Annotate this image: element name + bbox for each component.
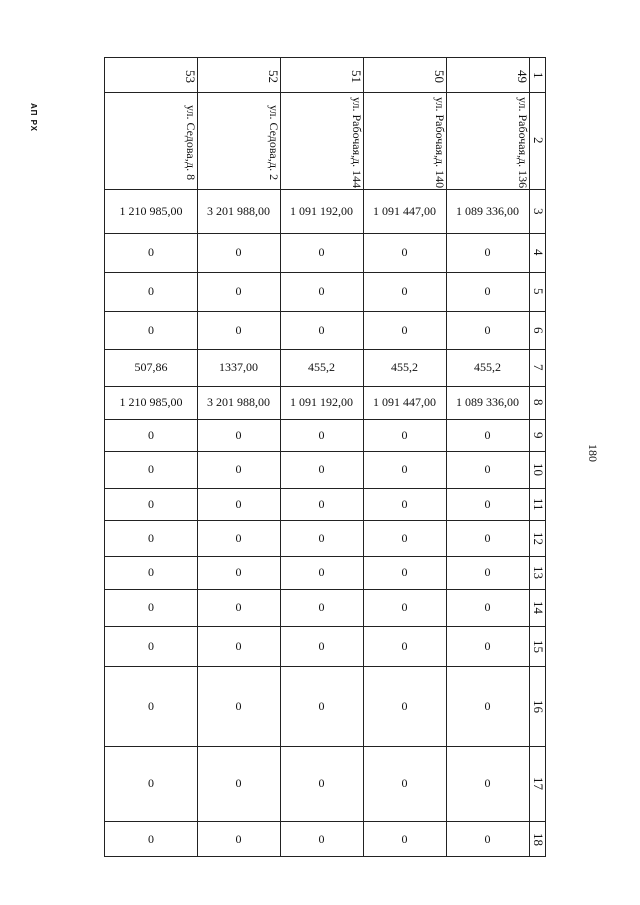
table-cell: 0 (401, 245, 408, 260)
table-cell: 1 210 985,00 (119, 395, 183, 410)
table-cell: 0 (235, 245, 242, 260)
table-cell: 0 (318, 530, 325, 545)
table-cell: 0 (318, 284, 325, 299)
table-cell: 0 (235, 322, 242, 337)
table-cell: 0 (484, 245, 491, 260)
table-cell: 0 (318, 462, 325, 477)
column-number: 1 (530, 71, 546, 79)
record-number: 50 (432, 69, 447, 83)
column-number: 5 (530, 288, 546, 295)
record-number: 49 (515, 69, 530, 83)
table-cell: 0 (401, 638, 408, 653)
table-cell: 0 (484, 832, 491, 847)
table-cell: 0 (148, 427, 154, 442)
table-cell: 0 (318, 698, 325, 713)
table-cell: 0 (235, 427, 242, 442)
table-cell: 0 (235, 496, 242, 511)
table-cell: 0 (318, 776, 325, 791)
record-address (197, 92, 280, 189)
record-address (446, 92, 529, 189)
table-cell: 0 (484, 462, 491, 477)
table-cell: 0 (401, 776, 408, 791)
column-number: 18 (530, 833, 546, 846)
table-cell: 1 089 336,00 (456, 395, 519, 410)
table-cell: 455,2 (474, 360, 501, 375)
table-cell: 0 (148, 565, 154, 580)
table-cell: 455,2 (308, 360, 335, 375)
table-cell: 0 (235, 776, 242, 791)
address-line: д. 140 (433, 158, 447, 189)
table-cell: 0 (484, 496, 491, 511)
column-number: 17 (530, 777, 546, 790)
table-cell: 0 (401, 698, 408, 713)
column-number: 11 (530, 497, 546, 511)
table-cell: 0 (318, 600, 325, 615)
table-cell: 0 (318, 496, 325, 511)
table-cell: 0 (235, 284, 242, 299)
record-address (280, 92, 363, 189)
archive-stamp: АП РХ (29, 103, 38, 133)
table-cell: 0 (484, 776, 491, 791)
table-cell: 0 (318, 638, 325, 653)
column-number: 16 (530, 699, 546, 713)
table-cell: 0 (484, 322, 491, 337)
table-cell: 0 (318, 322, 325, 337)
table-cell: 1 089 336,00 (456, 203, 519, 218)
table-cell: 3 201 988,00 (207, 395, 270, 410)
table-cell: 0 (235, 530, 242, 545)
table-cell: 0 (484, 638, 491, 653)
table-cell: 0 (318, 427, 325, 442)
table-cell: 0 (148, 496, 154, 511)
column-number: 7 (530, 364, 546, 371)
address-line: д. 136 (516, 158, 530, 189)
table-cell: 507,86 (134, 360, 168, 375)
table-cell: 0 (148, 322, 154, 337)
table-cell: 0 (148, 638, 154, 653)
record-address (105, 92, 197, 189)
table-cell: 0 (401, 496, 408, 511)
table-cell: 0 (401, 284, 408, 299)
table-cell: 0 (318, 565, 325, 580)
table-cell: 0 (148, 245, 154, 260)
table-cell: 0 (235, 832, 242, 847)
table-cell: 0 (401, 427, 408, 442)
table-cell: 0 (401, 462, 408, 477)
table-cell: 0 (235, 462, 242, 477)
table-cell: 0 (401, 600, 408, 615)
column-number: 2 (530, 137, 546, 144)
table-cell: 0 (148, 600, 154, 615)
table-cell: 0 (148, 284, 154, 299)
column-number: 10 (530, 463, 546, 476)
address-line: ул. Седова, (184, 105, 198, 162)
table-cell: 0 (484, 284, 491, 299)
table-cell: 0 (148, 698, 154, 713)
table-cell: 0 (484, 698, 491, 713)
table-cell: 1337,00 (219, 360, 258, 375)
record-number: 52 (266, 69, 281, 83)
column-number: 3 (530, 207, 546, 215)
table-cell: 1 091 447,00 (373, 203, 436, 218)
record-number: 53 (183, 69, 198, 83)
table-cell: 0 (484, 530, 491, 545)
table-cell: 1 091 447,00 (373, 395, 436, 410)
table-cell: 1 210 985,00 (119, 203, 183, 218)
address-line: ул. Рабочая, (350, 96, 364, 159)
address-line: д. 2 (267, 161, 281, 180)
table-cell: 0 (235, 565, 242, 580)
column-number: 13 (530, 566, 546, 579)
column-number: 8 (530, 399, 546, 406)
address-line: ул. Рабочая, (516, 96, 530, 159)
table-cell: 0 (148, 832, 154, 847)
table-cell: 0 (484, 600, 491, 615)
table-cell: 455,2 (391, 360, 418, 375)
table-cell: 1 091 192,00 (290, 203, 353, 218)
table-cell: 0 (235, 638, 242, 653)
column-number: 4 (530, 249, 546, 256)
table-cell: 0 (401, 322, 408, 337)
record-address (363, 92, 446, 189)
address-line: ул. Рабочая, (433, 96, 447, 159)
column-number: 6 (530, 326, 546, 334)
table-cell: 0 (401, 530, 408, 545)
address-line: д. 8 (184, 161, 198, 180)
address-line: ул. Седова, (267, 105, 281, 162)
record-number: 51 (349, 69, 364, 83)
table-cell: 0 (318, 832, 325, 847)
table-cell: 3 201 988,00 (207, 203, 270, 218)
table-cell: 0 (148, 462, 154, 477)
table-cell: 0 (484, 565, 491, 580)
data-table (104, 57, 546, 857)
table-cell: 0 (235, 698, 242, 713)
table-cell: 0 (401, 832, 408, 847)
table-cell: 0 (401, 565, 408, 580)
table-cell: 0 (318, 245, 325, 260)
page-number: 180 (586, 444, 600, 462)
column-number: 9 (530, 431, 546, 439)
column-number: 14 (530, 601, 546, 614)
table-cell: 0 (148, 776, 154, 791)
table-cell: 1 091 192,00 (290, 395, 353, 410)
column-number: 12 (530, 531, 546, 545)
column-number: 15 (530, 639, 546, 653)
table-cell: 0 (235, 600, 242, 615)
table-cell: 0 (484, 427, 491, 442)
address-line: д. 144 (350, 158, 364, 189)
table-cell: 0 (148, 530, 154, 545)
